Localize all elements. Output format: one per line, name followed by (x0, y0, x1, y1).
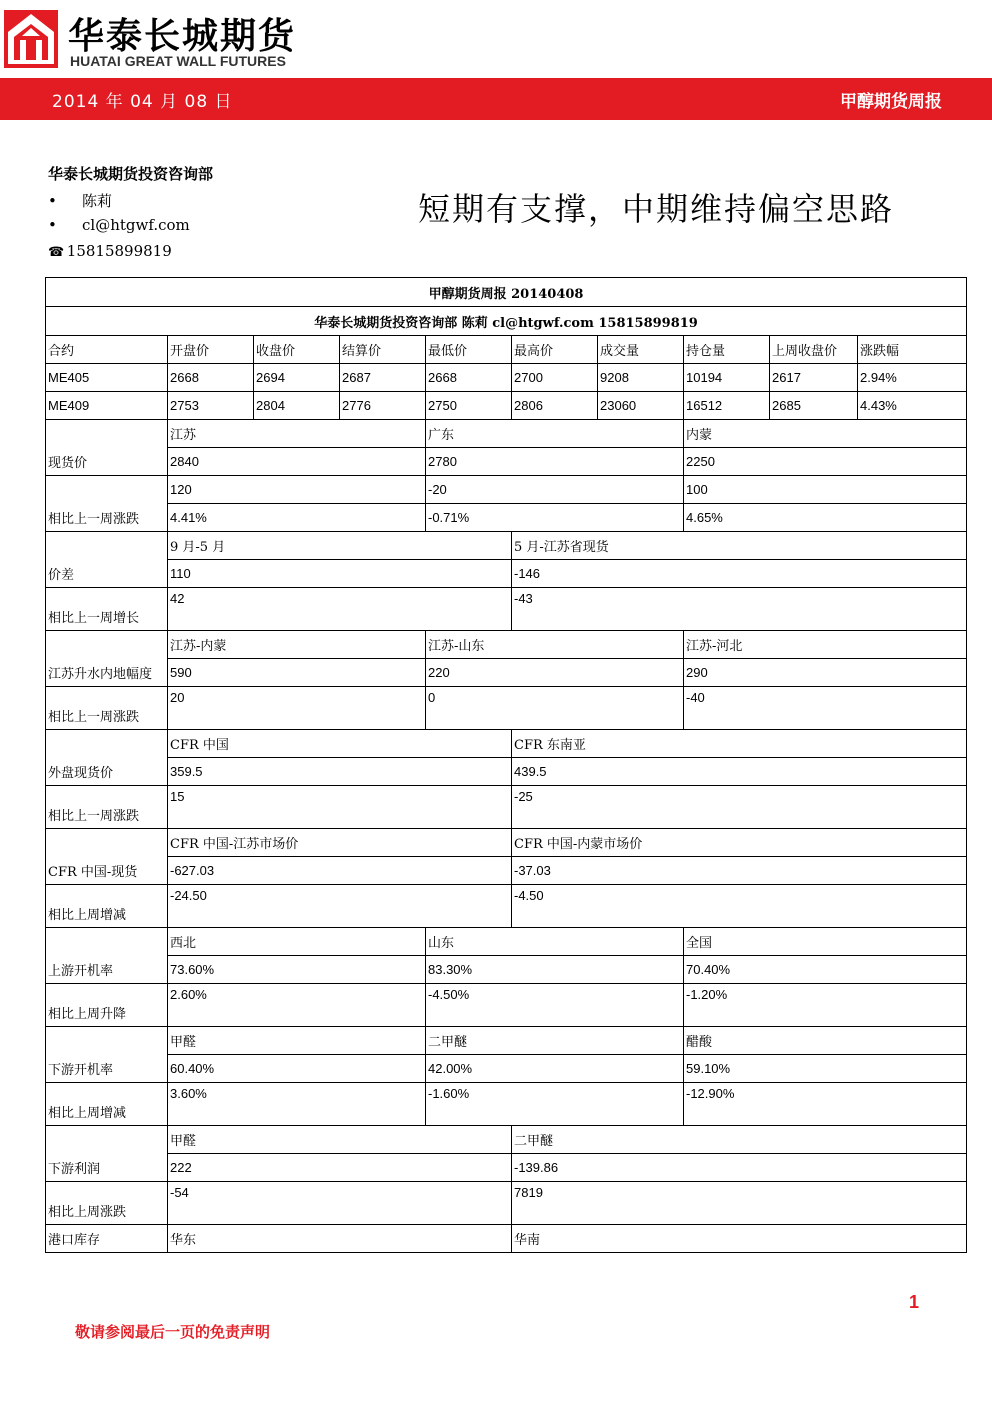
table-cell: 15 (168, 786, 512, 829)
row-label: 相比上一周增长 (46, 588, 168, 631)
table-cell: 江苏-河北 (684, 631, 967, 659)
table-cell: -12.90% (684, 1083, 967, 1126)
table-row (46, 1225, 967, 1253)
table-cell: 59.10% (684, 1055, 967, 1083)
table-cell: CFR 中国 (168, 730, 512, 758)
table-cell: -1.60% (426, 1083, 684, 1126)
col-header: 收盘价 (254, 336, 340, 364)
table-cell: -37.03 (512, 857, 967, 885)
bullet-icon: • (48, 192, 57, 210)
table-cell: -20 (426, 476, 684, 504)
brand-name-en: HUATAI GREAT WALL FUTURES (70, 53, 286, 69)
author-phone-row (48, 242, 172, 260)
table-cell: 222 (168, 1154, 512, 1182)
table-cell: 二甲醚 (426, 1027, 684, 1055)
col-header: 成交量 (598, 336, 684, 364)
table-cell: -0.71% (426, 504, 684, 532)
row-label: 现货价 (46, 420, 168, 476)
headline: 短期有支撑，中期维持偏空思路 (418, 190, 895, 228)
table-cell: 100 (684, 476, 967, 504)
table-cell: 广东 (426, 420, 684, 448)
table-cell: 7819 (512, 1182, 967, 1225)
table-cell: 内蒙 (684, 420, 967, 448)
table-row (46, 956, 967, 984)
table-cell: 110 (168, 560, 512, 588)
table-cell: 9 月-5 月 (168, 532, 512, 560)
table-cell: 2668 (426, 364, 512, 392)
table-cell: 83.30% (426, 956, 684, 984)
table-row (46, 560, 967, 588)
table-cell: 甲醛 (168, 1027, 426, 1055)
col-header: 涨跌幅 (858, 336, 967, 364)
table-subtitle: 华泰长城期货投资咨询部 陈莉 cl@htgwf.com 15815899819 (46, 307, 967, 336)
table-cell: 2753 (168, 392, 254, 420)
row-label: 相比上一周涨跌 (46, 786, 168, 829)
table-cell: -40 (684, 687, 967, 730)
table-cell: 2840 (168, 448, 426, 476)
row-label: 下游开机率 (46, 1027, 168, 1083)
bullet-icon: • (48, 216, 57, 234)
table-cell: 0 (426, 687, 684, 730)
table-row (46, 631, 967, 659)
table-cell: 2776 (340, 392, 426, 420)
table-cell: ME405 (46, 364, 168, 392)
table-cell: 西北 (168, 928, 426, 956)
table-cell: 华东 (168, 1225, 512, 1253)
disclaimer-link[interactable]: 敬请参阅最后一页的免责声明 (75, 1323, 271, 1341)
table-cell: -4.50% (426, 984, 684, 1027)
table-row (46, 1154, 967, 1182)
table-cell: 359.5 (168, 758, 512, 786)
author-email-row (48, 216, 190, 234)
table-row (46, 687, 967, 730)
table-cell: 3.60% (168, 1083, 426, 1126)
header-bar (0, 78, 992, 120)
report-type: 甲醇期货周报 (840, 92, 942, 112)
table-cell: 全国 (684, 928, 967, 956)
row-label: 江苏升水内地幅度 (46, 631, 168, 687)
table-row (46, 1126, 967, 1154)
author-phone: 15815899819 (66, 242, 172, 260)
col-header: 合约 (46, 336, 168, 364)
table-cell: -24.50 (168, 885, 512, 928)
table-cell: CFR 东南亚 (512, 730, 967, 758)
table-cell: 16512 (684, 392, 770, 420)
row-label: 价差 (46, 532, 168, 588)
table-row (46, 928, 967, 956)
table-cell: -25 (512, 786, 967, 829)
table-row (46, 829, 967, 857)
table-cell: 华南 (512, 1225, 967, 1253)
table-cell: 2700 (512, 364, 598, 392)
row-label: 相比上周增减 (46, 885, 168, 928)
table-cell: 2668 (168, 364, 254, 392)
table-cell: 2804 (254, 392, 340, 420)
table-cell: 4.41% (168, 504, 426, 532)
table-cell: 2687 (340, 364, 426, 392)
table-row (46, 392, 967, 420)
table-row (46, 659, 967, 687)
row-label: 上游开机率 (46, 928, 168, 984)
table-cell: 江苏-内蒙 (168, 631, 426, 659)
table-row (46, 476, 967, 504)
table-cell: 2694 (254, 364, 340, 392)
contract-header-row (46, 336, 967, 364)
row-label: 港口库存 (46, 1225, 168, 1253)
col-header: 开盘价 (168, 336, 254, 364)
row-label: 相比上周涨跌 (46, 1182, 168, 1225)
table-cell: 42.00% (426, 1055, 684, 1083)
table-cell: 2685 (770, 392, 858, 420)
table-cell: 20 (168, 687, 426, 730)
table-cell: -146 (512, 560, 967, 588)
row-label: 相比上一周涨跌 (46, 687, 168, 730)
brand-name-cn: 华泰长城期货 (68, 16, 297, 57)
table-cell: 220 (426, 659, 684, 687)
table-cell: 23060 (598, 392, 684, 420)
table-cell: -4.50 (512, 885, 967, 928)
table-cell: 江苏 (168, 420, 426, 448)
table-row (46, 885, 967, 928)
table-cell: 2617 (770, 364, 858, 392)
table-cell: -627.03 (168, 857, 512, 885)
table-cell: 山东 (426, 928, 684, 956)
table-cell: -54 (168, 1182, 512, 1225)
page-number: 1 (909, 1292, 920, 1312)
table-cell: 4.43% (858, 392, 967, 420)
row-label: CFR 中国-现货 (46, 829, 168, 885)
table-row (46, 857, 967, 885)
table-row (46, 984, 967, 1027)
table-row (46, 1055, 967, 1083)
table-cell: 二甲醚 (512, 1126, 967, 1154)
table-cell: 4.65% (684, 504, 967, 532)
author-name-row (48, 190, 112, 211)
table-cell: 42 (168, 588, 512, 631)
table-cell: 2806 (512, 392, 598, 420)
table-subtitle-row (46, 307, 967, 336)
table-cell: ME409 (46, 392, 168, 420)
col-header: 结算价 (340, 336, 426, 364)
table-cell: 290 (684, 659, 967, 687)
row-label: 相比上周升降 (46, 984, 168, 1027)
author-email: cl@htgwf.com (82, 216, 190, 234)
table-title-row (46, 278, 967, 307)
col-header: 持仓量 (684, 336, 770, 364)
table-cell: 醋酸 (684, 1027, 967, 1055)
table-cell: 60.40% (168, 1055, 426, 1083)
table-row (46, 730, 967, 758)
table-cell: 5 月-江苏省现货 (512, 532, 967, 560)
table-row (46, 448, 967, 476)
row-label: 相比上一周涨跌 (46, 476, 168, 532)
row-label: 下游利润 (46, 1126, 168, 1182)
report-date: 2014 年 04 月 08 日 (52, 92, 233, 112)
table-cell: 2750 (426, 392, 512, 420)
table-cell: 73.60% (168, 956, 426, 984)
row-label: 相比上周增减 (46, 1083, 168, 1126)
col-header: 最高价 (512, 336, 598, 364)
company-logo (4, 10, 58, 68)
table-row (46, 504, 967, 532)
table-cell: -139.86 (512, 1154, 967, 1182)
phone-icon: ☎ (48, 245, 65, 260)
weekly-report-table (45, 277, 967, 1253)
table-cell: 2780 (426, 448, 684, 476)
table-row (46, 1083, 967, 1126)
table-cell: 甲醛 (168, 1126, 512, 1154)
table-cell: 江苏-山东 (426, 631, 684, 659)
table-cell: -1.20% (684, 984, 967, 1027)
table-row (46, 532, 967, 560)
table-cell: 2250 (684, 448, 967, 476)
table-row (46, 420, 967, 448)
author-dept: 华泰长城期货投资咨询部 (48, 165, 214, 183)
table-cell: 2.60% (168, 984, 426, 1027)
table-cell: -43 (512, 588, 967, 631)
table-cell: 70.40% (684, 956, 967, 984)
table-row (46, 1027, 967, 1055)
table-cell: 9208 (598, 364, 684, 392)
table-cell: 2.94% (858, 364, 967, 392)
table-row (46, 1182, 967, 1225)
author-name: 陈莉 (82, 192, 113, 210)
table-row (46, 786, 967, 829)
table-row (46, 588, 967, 631)
table-cell: 10194 (684, 364, 770, 392)
table-cell: CFR 中国-江苏市场价 (168, 829, 512, 857)
table-cell: CFR 中国-内蒙市场价 (512, 829, 967, 857)
table-cell: 590 (168, 659, 426, 687)
col-header: 最低价 (426, 336, 512, 364)
table-title: 甲醇期货周报 20140408 (46, 278, 967, 307)
table-cell: 120 (168, 476, 426, 504)
col-header: 上周收盘价 (770, 336, 858, 364)
table-row (46, 364, 967, 392)
table-cell: 439.5 (512, 758, 967, 786)
row-label: 外盘现货价 (46, 730, 168, 786)
table-row (46, 758, 967, 786)
